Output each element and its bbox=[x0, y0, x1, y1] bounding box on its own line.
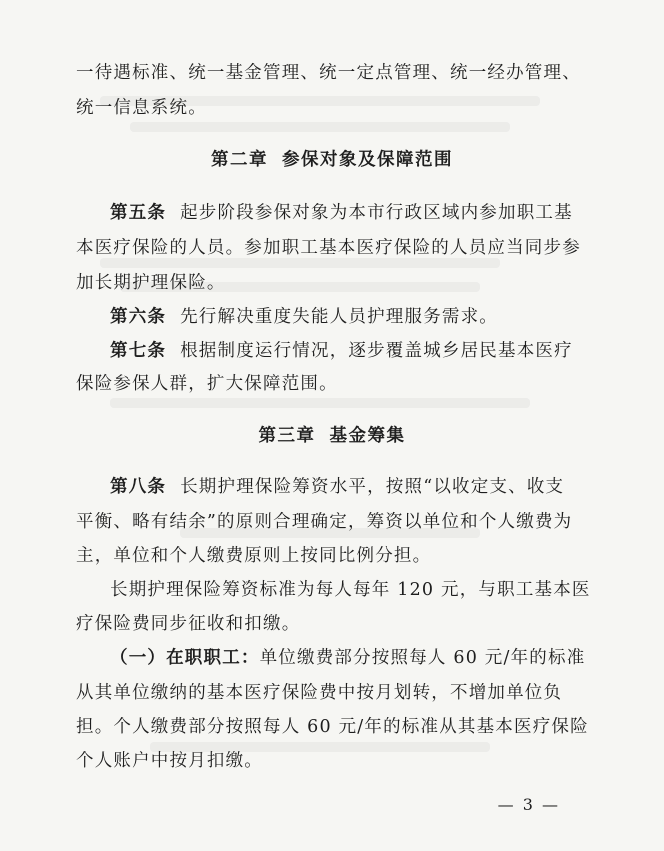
paragraph-line: 担。个人缴费部分按照每人 60 元/年的标准从其基本医疗保险 bbox=[76, 717, 589, 737]
article-number: 第六条 bbox=[110, 307, 167, 327]
intro-line: 统一信息系统。 bbox=[76, 98, 207, 118]
article-text: 先行解决重度失能人员护理服务需求。 bbox=[180, 307, 499, 327]
chapter-number: 第二章 bbox=[211, 150, 268, 170]
article-number: 第八条 bbox=[110, 477, 167, 497]
paragraph-line bbox=[110, 646, 585, 670]
paragraph-text: 单位缴费部分按照每人 60 元/年的标准 bbox=[259, 648, 586, 668]
chapter-number: 第三章 bbox=[258, 426, 316, 446]
article-line: 平衡、略有结余”的原则合理确定，筹资以单位和个人缴费为 bbox=[76, 512, 573, 532]
article-text: 根据制度运行情况，逐步覆盖城乡居民基本医疗 bbox=[180, 341, 573, 361]
article-text: 长期护理保险筹资水平，按照“以收定支、收支 bbox=[180, 477, 565, 497]
sub-item-label: （一）在职职工： bbox=[110, 648, 260, 668]
article-line: 保险参保人群，扩大保障范围。 bbox=[76, 374, 338, 394]
article-line bbox=[110, 201, 573, 225]
chapter-heading bbox=[0, 148, 664, 172]
article-line: 主，单位和个人缴费原则上按同比例分担。 bbox=[76, 546, 432, 566]
paragraph-line: 个人账户中按月扣缴。 bbox=[76, 751, 263, 771]
paragraph-line: 疗保险费同步征收和扣缴。 bbox=[76, 614, 301, 634]
article-number: 第五条 bbox=[110, 203, 167, 223]
chapter-title: 参保对象及保障范围 bbox=[282, 150, 453, 170]
page-number: — 3 — bbox=[497, 795, 560, 814]
bleed-through-texture bbox=[130, 122, 510, 132]
article-line: 本医疗保险的人员。参加职工基本医疗保险的人员应当同步参 bbox=[76, 238, 581, 258]
paragraph-line: 长期护理保险筹资标准为每人每年 120 元，与职工基本医 bbox=[110, 580, 591, 600]
paragraph-line: 从其单位缴纳的基本医疗保险费中按月划转，不增加单位负 bbox=[76, 683, 563, 703]
article-text: 起步阶段参保对象为本市行政区域内参加职工基 bbox=[180, 203, 573, 223]
article-line bbox=[110, 475, 564, 499]
bleed-through-texture bbox=[110, 398, 530, 408]
intro-line: 一待遇标准、统一基金管理、统一定点管理、统一经办管理、 bbox=[76, 63, 581, 83]
article-line: 加长期护理保险。 bbox=[76, 273, 226, 293]
chapter-heading bbox=[0, 424, 664, 448]
article-line bbox=[110, 339, 573, 363]
chapter-title: 基金筹集 bbox=[329, 426, 406, 446]
article-line bbox=[110, 305, 498, 329]
article-number: 第七条 bbox=[110, 341, 167, 361]
